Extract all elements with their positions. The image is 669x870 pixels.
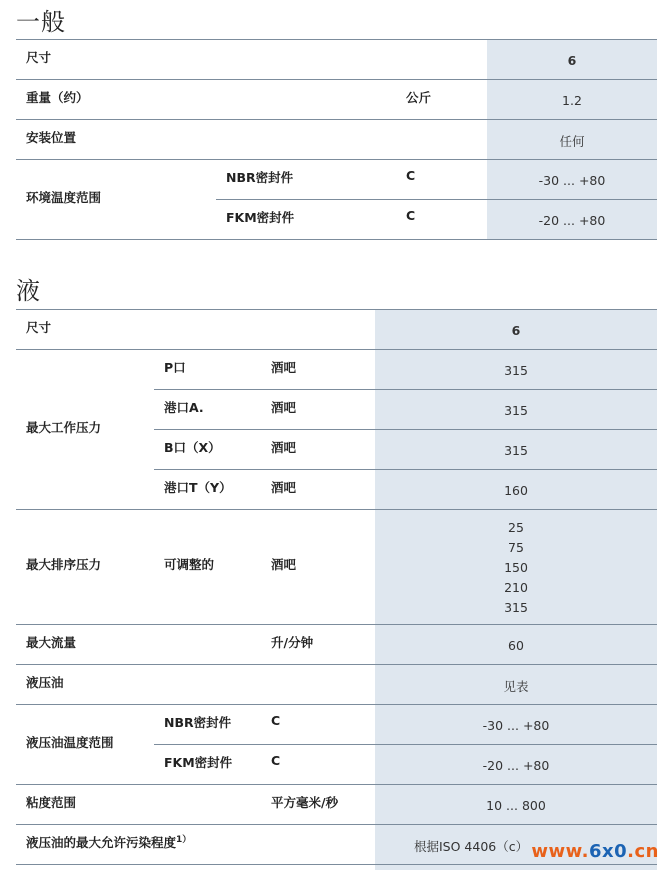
- nbr-seal-label: NBR密封件: [226, 170, 294, 185]
- bar-unit: 酒吧: [271, 360, 297, 375]
- rule: [16, 824, 657, 825]
- setting-value: 150: [504, 560, 528, 575]
- contamination-value: 根据ISO 4406（c）: [414, 839, 529, 854]
- max-setting-pressure-label: 最大排序压力: [26, 557, 102, 572]
- rule: [154, 744, 657, 745]
- bar-unit: 酒吧: [271, 557, 297, 572]
- rule: [16, 79, 657, 80]
- adjustable-label: 可调整的: [164, 557, 215, 572]
- hyd-size-value: 6: [511, 323, 521, 338]
- rule: [154, 389, 657, 390]
- rule: [16, 624, 657, 625]
- flow-unit: 升/分钟: [271, 635, 314, 650]
- max-pressure-label: 最大工作压力: [26, 420, 102, 435]
- fluid-nbr-label: NBR密封件: [164, 715, 232, 730]
- rule: [16, 119, 657, 120]
- size-label: 尺寸: [26, 50, 52, 65]
- fluid-value: 见表: [503, 679, 529, 694]
- contamination-label: [26, 832, 191, 851]
- port-t-label: 港口T（Y）: [164, 480, 232, 495]
- section-title-hydraulic: 液: [16, 277, 41, 305]
- viscosity-value: 10 ... 800: [486, 798, 546, 813]
- port-a-label: 港口A.: [164, 400, 204, 415]
- bar-unit: 酒吧: [271, 400, 297, 415]
- rule: [16, 864, 657, 865]
- fluid-nbr-unit: C: [271, 713, 281, 728]
- contamination-text: 液压油的最大允许污染程度: [26, 835, 177, 851]
- weight-label: 重量（约）: [26, 90, 89, 105]
- viscosity-unit: 平方毫米/秒: [271, 795, 339, 810]
- watermark-suffix: .cn: [627, 841, 659, 862]
- viscosity-label: 粘度范围: [26, 795, 77, 810]
- section-title-general: 一般: [16, 8, 66, 36]
- rule: [16, 784, 657, 785]
- fluid-nbr-value: -30 ... +80: [482, 718, 550, 733]
- watermark-brand: 6x0: [589, 841, 628, 862]
- fkm-value: -20 ... +80: [538, 213, 606, 228]
- weight-unit: 公斤: [406, 90, 432, 105]
- rule: [16, 704, 657, 705]
- flow-value: 60: [508, 638, 524, 653]
- watermark: [531, 841, 659, 862]
- port-t-value: 160: [504, 483, 528, 498]
- fluid-fkm-value: -20 ... +80: [482, 758, 550, 773]
- rule: [154, 469, 657, 470]
- rule: [216, 199, 657, 200]
- rule: [16, 239, 657, 240]
- bar-unit: 酒吧: [271, 440, 297, 455]
- port-b-label: B口（X）: [164, 440, 221, 455]
- hyd-size-label: 尺寸: [26, 320, 52, 335]
- port-p-value: 315: [504, 363, 528, 378]
- fluid-fkm-label: FKM密封件: [164, 755, 233, 770]
- rule: [16, 664, 657, 665]
- footnote-marker: 1）: [176, 835, 192, 845]
- rule: [16, 309, 657, 310]
- max-flow-label: 最大流量: [26, 635, 77, 650]
- port-a-value: 315: [504, 403, 528, 418]
- setting-value: 315: [504, 600, 528, 615]
- watermark-prefix: www.: [531, 841, 589, 862]
- ambient-temp-label: 环境温度范围: [26, 190, 102, 205]
- setting-value: 25: [508, 520, 524, 535]
- setting-value: 75: [508, 540, 524, 555]
- mount-label: 安装位置: [26, 130, 77, 145]
- fkm-seal-label: FKM密封件: [226, 210, 295, 225]
- nbr-value: -30 ... +80: [538, 173, 606, 188]
- fluid-fkm-unit: C: [271, 753, 281, 768]
- fluid-label: 液压油: [26, 675, 64, 690]
- size-value: 6: [567, 53, 577, 68]
- rule: [154, 429, 657, 430]
- port-p-label: P口: [164, 360, 186, 375]
- rule: [16, 159, 657, 160]
- setting-value: 210: [504, 580, 528, 595]
- rule: [16, 349, 657, 350]
- weight-value: 1.2: [562, 93, 582, 108]
- mount-value: 任何: [559, 134, 585, 149]
- port-b-value: 315: [504, 443, 528, 458]
- bar-unit: 酒吧: [271, 480, 297, 495]
- fluid-temp-label: 液压油温度范围: [26, 735, 114, 750]
- rule: [16, 39, 657, 40]
- rule: [16, 509, 657, 510]
- fkm-unit: C: [406, 208, 416, 223]
- nbr-unit: C: [406, 168, 416, 183]
